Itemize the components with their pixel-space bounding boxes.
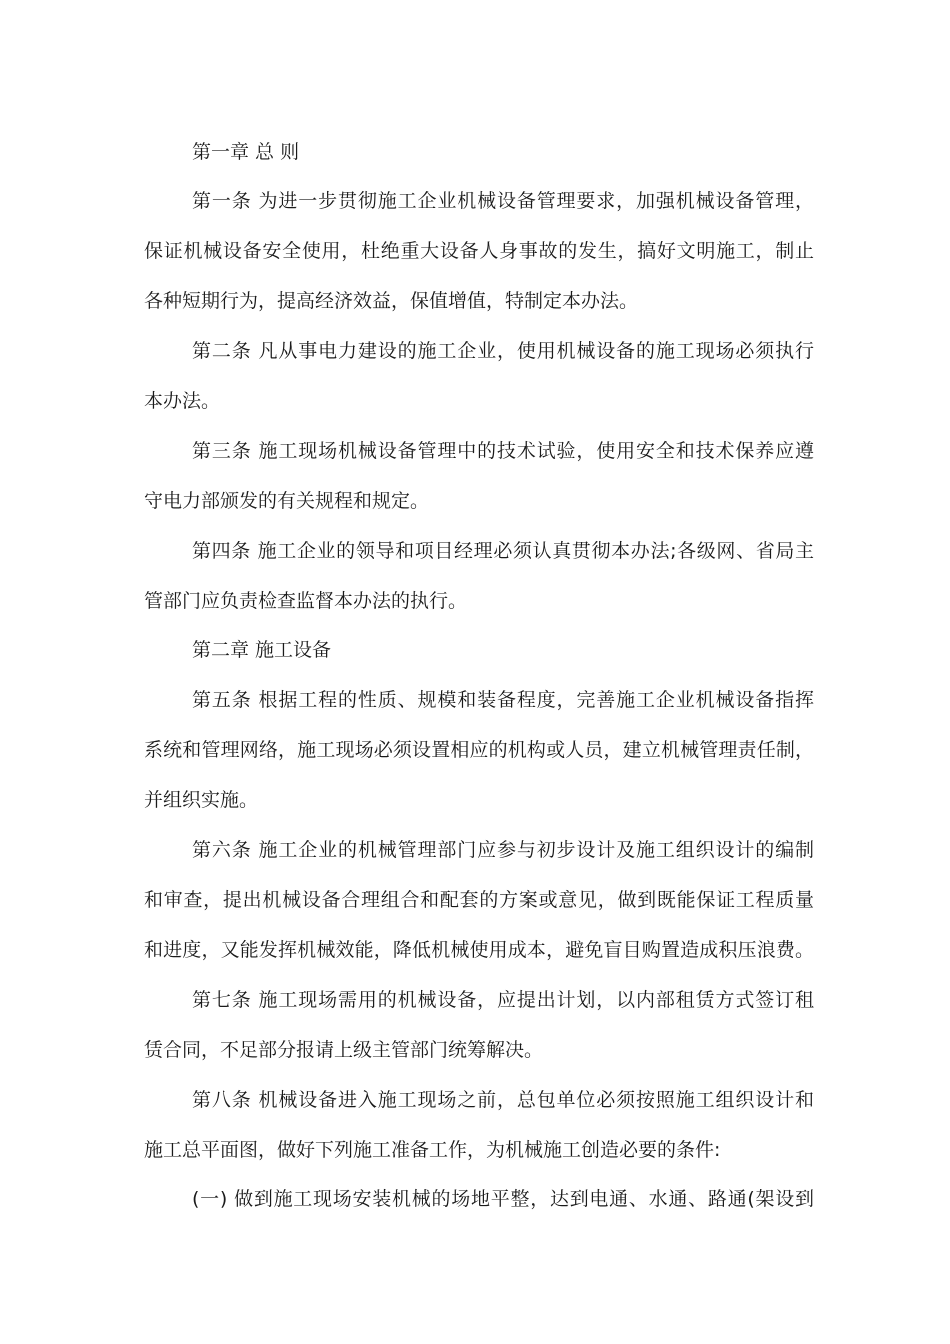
article-6-line-1: 第六条 施工企业的机械管理部门应参与初步设计及施工组织设计的编制: [192, 839, 814, 861]
article-4-line-2: 管部门应负责检查监督本办法的执行。: [144, 590, 468, 612]
article-8-item-1-line-1: (一) 做到施工现场安装机械的场地平整，达到电通、水通、路通(架设到: [192, 1188, 814, 1210]
chapter-2-heading: 第二章 施工设备: [192, 639, 332, 661]
article-5-line-3: 并组织实施。: [144, 789, 259, 811]
article-2-line-2: 本办法。: [144, 390, 221, 412]
article-7-line-1: 第七条 施工现场需用的机械设备，应提出计划，以内部租赁方式签订租: [192, 989, 814, 1011]
article-7-line-2: 赁合同，不足部分报请上级主管部门统筹解决。: [144, 1039, 544, 1061]
article-2-line-1: 第二条 凡从事电力建设的施工企业，使用机械设备的施工现场必须执行: [192, 340, 814, 362]
article-1-line-3: 各种短期行为，提高经济效益，保值增值，特制定本办法。: [144, 290, 639, 312]
article-6-line-2: 和审查，提出机械设备合理组合和配套的方案或意见，做到既能保证工程质量: [144, 889, 814, 911]
chapter-1-heading: 第一章 总 则: [192, 141, 300, 163]
article-1-line-2: 保证机械设备安全使用，杜绝重大设备人身事故的发生，搞好文明施工，制止: [144, 240, 814, 262]
article-5-line-1: 第五条 根据工程的性质、规模和装备程度，完善施工企业机械设备指挥: [192, 689, 814, 711]
article-6-line-3: 和进度，又能发挥机械效能，降低机械使用成本，避免盲目购置造成积压浪费。: [144, 939, 814, 961]
article-8-line-2: 施工总平面图，做好下列施工准备工作，为机械施工创造必要的条件:: [144, 1139, 721, 1161]
article-5-line-2: 系统和管理网络，施工现场必须设置相应的机构或人员，建立机械管理责任制，: [144, 739, 814, 761]
article-3-line-1: 第三条 施工现场机械设备管理中的技术试验，使用安全和技术保养应遵: [192, 440, 814, 462]
article-4-line-1: 第四条 施工企业的领导和项目经理必须认真贯彻本办法;各级网、省局主: [192, 540, 814, 562]
article-1-line-1: 第一条 为进一步贯彻施工企业机械设备管理要求，加强机械设备管理，: [192, 190, 814, 212]
article-8-line-1: 第八条 机械设备进入施工现场之前，总包单位必须按照施工组织设计和: [192, 1089, 814, 1111]
article-3-line-2: 守电力部颁发的有关规程和规定。: [144, 490, 430, 512]
